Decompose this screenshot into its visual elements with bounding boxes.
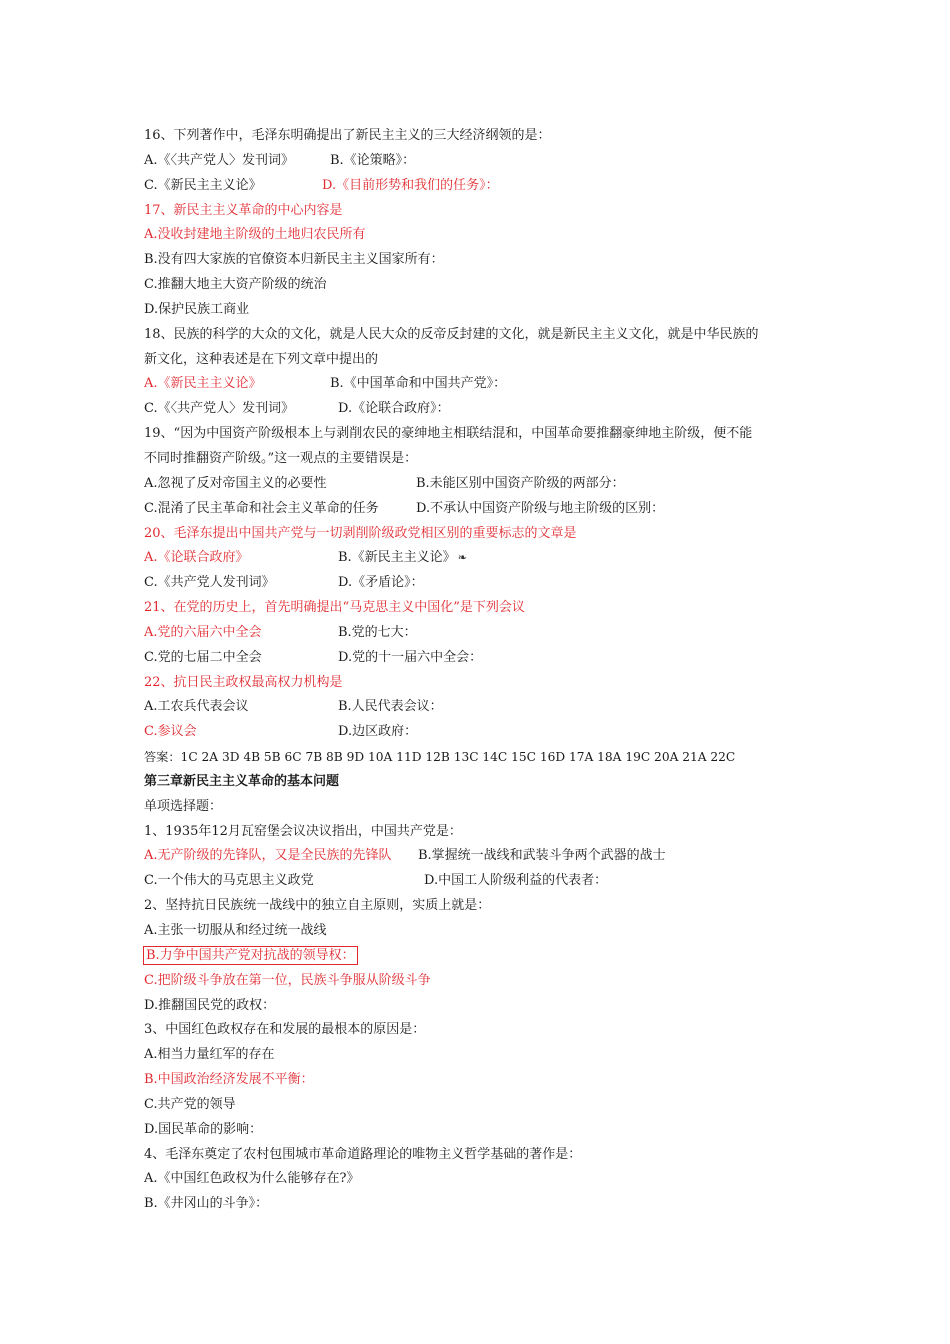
option-20d: D.《矛盾论》： [338,575,424,591]
ch3-option-2b-line [144,944,824,969]
option-20a: A.《论联合政府》 [144,550,249,566]
option-19a: A.忽视了反对帝国主义的必要性 [144,475,327,491]
option-18a: A.《新民主主义论》 [144,376,262,392]
option-18d: D.《论联合政府》： [338,401,450,417]
ch3-question-1-options-ab [144,844,824,869]
question-19-options-cd [144,497,824,522]
option-16a: A.《〈共产党人〉发刊词》 [144,152,295,168]
option-17d: D.保护民族工商业 [144,301,250,317]
answer-key: 答案：1C 2A 3D 4B 5B 6C 7B 8B 9D 10A 11D 12B 13C 14C 15C 16D 17A 18A 19C 20A 21A 22C [144,750,736,765]
option-20b: B.《新民主主义论》 [338,550,456,566]
ch3-option-3d: D.国民革命的影响： [144,1121,263,1137]
question-19-stem-line2: 不同时推翻资产阶级。”这一观点的主要错误是： [144,450,418,466]
ch3-question-1-options-cd [144,869,824,894]
question-16-options-ab [144,149,824,174]
ch3-option-4a: A.《中国红色政权为什么能够存在?》 [144,1171,360,1187]
ch3-option-1b: B.掌握统一战线和武装斗争两个武器的战士 [418,848,666,864]
option-16d: D.《目前形势和我们的任务》： [322,177,499,193]
document-page [144,124,824,1217]
option-22b: B.人民代表会议： [338,699,443,715]
question-18-options-ab [144,372,824,397]
option-22a: A.工农兵代表会议 [144,699,249,715]
ch3-question-3-stem: 3、中国红色政权存在和发展的最根本的原因是： [144,1022,426,1038]
ch3-option-4b: B.《井冈山的斗争》： [144,1196,269,1212]
question-21-stem: 21、在党的历史上，首先明确提出“马克思主义中国化”是下列会议 [144,600,525,616]
ch3-option-1c: C.一个伟大的马克思主义政党 [144,873,314,889]
question-22-stem: 22、抗日民主政权最高权力机构是 [144,674,343,690]
question-21-options-ab [144,621,824,646]
question-19-stem-line1: 19、“因为中国资产阶级根本上与剥削农民的豪绅地主相联结混和，中国革命要推翻豪绅地主阶级，便不能 [144,426,753,442]
option-20c: C.《共产党人发刊词》 [144,575,275,591]
question-17-stem: 17、新民主主义革命的中心内容是 [144,202,343,218]
option-21a: A.党的六届六中全会 [144,624,262,640]
annotation-mark-icon: ❧ [457,551,467,565]
option-22c: C.参议会 [144,724,197,740]
ch3-option-3a: A.相当力量红军的存在 [144,1047,275,1063]
section-heading: 单项选择题： [144,798,223,814]
option-18c: C.《〈共产党人〉发刊词》 [144,401,295,417]
option-16c: C.《新民主主义论》 [144,177,262,193]
option-21c: C.党的七届二中全会 [144,649,262,665]
option-19c: C.混淆了民主革命和社会主义革命的任务 [144,500,379,516]
ch3-option-3b: B.中国政治经济发展不平衡： [144,1072,314,1088]
ch3-option-2c: C.把阶级斗争放在第一位，民族斗争服从阶级斗争 [144,972,431,988]
ch3-option-3c: C.共产党的领导 [144,1096,236,1112]
question-22-options-cd [144,720,824,745]
question-18-stem-line1: 18、民族的科学的大众的文化，就是人民大众的反帝反封建的文化，就是新民主主义文化，就是中华民族的 [144,326,759,342]
question-18-options-cd [144,397,824,422]
option-18b: B.《中国革命和中国共产党》： [330,376,507,392]
option-17c: C.推翻大地主大资产阶级的统治 [144,277,327,293]
option-22d: D.边区政府： [338,724,418,740]
ch3-option-2b: B.力争中国共产党对抗战的领导权： [143,946,358,965]
option-21d: D.党的十一届六中全会： [338,649,483,665]
question-18-stem-line2: 新文化，这种表述是在下列文章中提出的 [144,351,379,367]
ch3-option-1d: D.中国工人阶级利益的代表者： [424,873,608,889]
question-22-options-ab [144,695,824,720]
question-20-options-cd [144,571,824,596]
question-20-stem: 20、毛泽东提出中国共产党与一切剥削阶级政党相区别的重要标志的文章是 [144,525,577,541]
ch3-option-2d: D.推翻国民党的政权： [144,997,276,1013]
ch3-question-2-stem: 2、坚持抗日民族统一战线中的独立自主原则，实质上就是： [144,898,491,914]
ch3-question-4-stem: 4、毛泽东奠定了农村包围城市革命道路理论的唯物主义哲学基础的著作是： [144,1146,582,1162]
question-21-options-cd [144,646,824,671]
chapter-title: 第三章新民主主义革命的基本问题 [144,773,340,789]
ch3-option-2a: A.主张一切服从和经过统一战线 [144,923,327,938]
ch3-option-1a: A.无产阶级的先锋队，又是全民族的先锋队 [144,848,392,864]
option-21b: B.党的七大： [338,624,417,640]
ch3-question-1-stem: 1、1935年12月瓦窑堡会议决议指出，中国共产党是： [144,823,462,839]
option-16b: B.《论策略》： [330,152,416,168]
option-19d: D.不承认中国资产阶级与地主阶级的区别： [416,500,665,516]
option-19b: B.未能区别中国资产阶级的两部分： [416,475,625,491]
question-16-stem: 16、下列著作中，毛泽东明确提出了新民主主义的三大经济纲领的是： [144,128,551,143]
option-17a: A.没收封建地主阶级的土地归农民所有 [144,227,366,243]
question-16-options-cd [144,174,824,199]
question-19-options-ab [144,472,824,497]
option-17b: B.没有四大家族的官僚资本归新民主主义国家所有： [144,252,444,268]
question-20-options-ab [144,546,824,571]
